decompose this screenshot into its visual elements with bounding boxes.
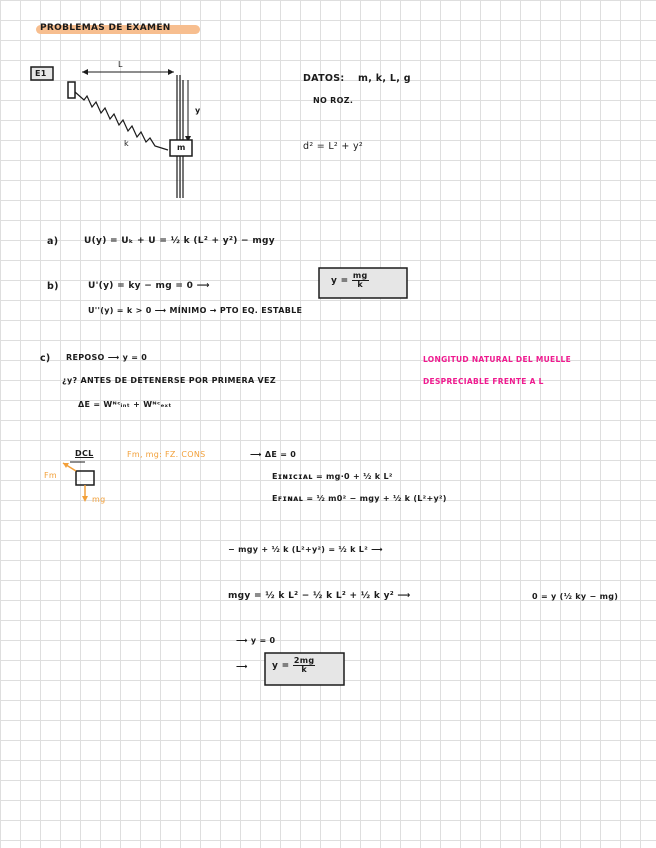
part-b-equation-1: U'(y) = ky − mg = 0 ⟶	[88, 281, 210, 291]
part-c-line-2: ¿y? ANTES DE DETENERSE POR PRIMERA VEZ	[62, 376, 276, 385]
dcl-fm-label: Fm	[44, 471, 57, 480]
part-a-equation: U(y) = Uₖ + U = ½ k (L² + y²) − mgy	[84, 236, 275, 246]
datos-values: m, k, L, g	[358, 73, 411, 84]
pink-note-2: DESPRECIABLE FRENTE A L	[423, 377, 544, 386]
dcl-e-inicial: Eɪɴɪᴄɪᴀʟ = mg·0 + ½ k L²	[272, 472, 393, 481]
exercise-label: E1	[35, 69, 47, 78]
dcl-mg-label: mg	[92, 495, 106, 504]
diagram-y-label: y	[195, 106, 201, 115]
derivation-solution-2-arrow: ⟶	[236, 662, 248, 671]
datos-label: DATOS:	[303, 73, 345, 84]
part-c-label: c)	[40, 353, 51, 364]
diagram-L-label: L	[118, 60, 123, 69]
part-b-result: y = $\frac{mg}{k}$	[331, 271, 368, 289]
diagram-k-label: k	[124, 139, 129, 148]
pink-note-1: LONGITUD NATURAL DEL MUELLE	[423, 355, 572, 364]
part-c-line-1: REPOSO ⟶ y = 0	[66, 353, 148, 362]
part-a-label: a)	[47, 236, 59, 247]
derivation-line-2: mgy = ½ k L² − ½ k L² + ½ k y² ⟶	[228, 591, 411, 601]
derivation-line-2-right: 0 = y (½ ky − mg)	[532, 592, 619, 601]
diagram-m-label: m	[177, 143, 186, 152]
datos-note: NO ROZ.	[313, 96, 354, 105]
page-title: PROBLEMAS DE EXAMEN	[40, 23, 171, 33]
dcl-e-final: Eꜰɪɴᴀʟ = ½ m0² − mgy + ½ k (L²+y²)	[272, 494, 447, 503]
datos-relation: d² = L² + y²	[303, 141, 363, 152]
derivation-solution-2: y = $\frac{2mg}{k}$	[272, 656, 315, 674]
derivation-line-1: − mgy + ½ k (L²+y²) = ½ k L² ⟶	[228, 545, 383, 554]
dcl-arrow-eq: ⟶ ΔE = 0	[250, 450, 297, 459]
dcl-label: DCL	[75, 449, 94, 458]
part-b-equation-2: U''(y) = k > 0 ⟶ MÍNIMO → PTO EQ. ESTABLE	[88, 306, 303, 315]
part-b-label: b)	[47, 281, 59, 292]
dcl-forces-note: Fm, mg: FZ. CONS	[127, 450, 206, 459]
derivation-solution-1: ⟶ y = 0	[236, 636, 276, 645]
part-c-line-3: ΔE = Wᴺᶜᵢₙₜ + Wᴺᶜₑₓₜ	[78, 400, 172, 409]
